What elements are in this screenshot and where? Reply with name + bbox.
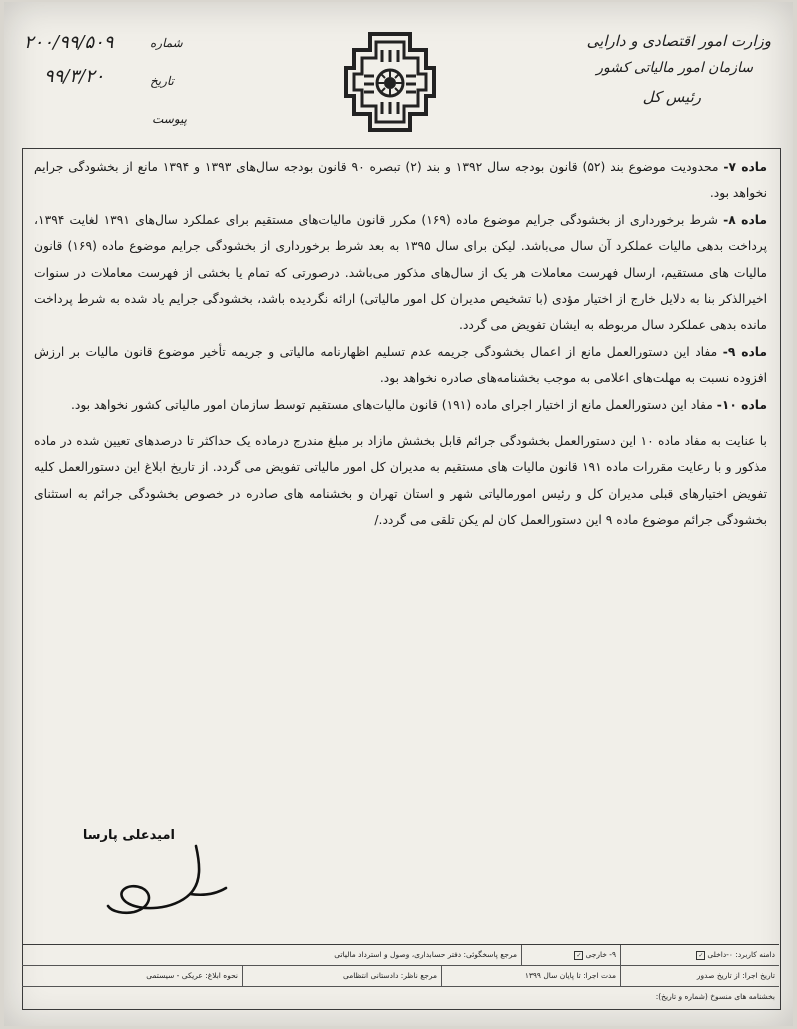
emblem-logo <box>340 28 440 136</box>
article-8 <box>34 207 767 339</box>
external-cell <box>521 945 620 965</box>
article-8-title: ماده ۸- <box>723 212 767 227</box>
scope-label: دامنه کاربرد: ۰-داخلی <box>707 950 775 959</box>
article-7-title: ماده ۷- <box>723 160 768 174</box>
article-10-text: مفاد این دستورالعمل مانع از اختیار اجرای ماده (۱۹۱) قانون مالیات‌های مستقیم توسط سازمان امور مالیاتی کشور نخواهد بود. <box>70 397 717 412</box>
number-value: ۲۰۰/۹۹/۵۰۹ <box>24 32 114 53</box>
article-10-title: ماده ۱۰- <box>716 397 767 412</box>
article-10 <box>34 392 767 418</box>
handwritten-signature <box>104 842 234 922</box>
reference-cell: مرجع پاسخگوئی: دفتر حسابداری، وصول و استرداد مالیاتی <box>334 950 517 959</box>
article-9-title: ماده ۹- <box>722 344 767 359</box>
article-7 <box>34 154 767 207</box>
obsolete-circulars-cell: بخشنامه های منسوخ (شماره و تاریخ): <box>655 992 775 1001</box>
document-body <box>34 154 767 534</box>
article-7-text: محدودیت موضوع بند (۵۲) قانون بودجه سال ۱۳۹۲ و بند (۲) تبصره ۹۰ قانون بودجه سال‌های ۱۳۹۳ و ۱۳۹۴ مانع از بخشودگی جرایم نخواهد بود. <box>34 160 767 201</box>
checkbox-internal-icon: ✓ <box>698 951 704 959</box>
date-value: ۹۹/۳/۲۰ <box>44 66 105 87</box>
scope-cell <box>620 945 779 965</box>
document-page <box>4 2 793 1026</box>
date-label: تاریخ <box>150 74 174 88</box>
delivery-cell: نحوه ابلاغ: عریکی - سیستمی <box>146 971 238 980</box>
exec-date-cell: تاریخ اجرا: از تاریخ صدور <box>620 966 779 986</box>
attachment-label: پیوست <box>152 112 187 126</box>
number-label: شماره <box>150 36 183 50</box>
supervisor-cell: مرجع ناظر: دادستانی انتظامی <box>242 966 441 986</box>
organization-name: سازمان امور مالیاتی کشور <box>596 60 753 76</box>
article-9 <box>34 339 767 392</box>
article-9-text: مفاد این دستورالعمل مانع از اعمال بخشودگی جریمه عدم تسلیم اظهارنامه مالیاتی و جریمه تأخیر موضوع قانون مالیات بر ارزش افزوده نسبت به مهلت‌های اعلامی به موجب بخشنامه‌های صادره نخواهد بود. <box>34 344 767 386</box>
article-8-text: شرط برخورداری از بخشودگی جرایم موضوع ماده (۱۶۹) مکرر قانون مالیات‌های مستقیم برای عملکرد سال‌های ۱۳۹۱ لغایت ۱۳۹۴، پرداخت بدهی مالیات عملکرد آن سال می‌باشد. لیکن برای سال ۱۳۹۵ به بعد شرط برخورداری از بخشودگی جرایم موضوع ماده (۱۶۹) قانون مالیات های مستقیم، ارسال فهرست معاملات هر یک از سال‌های مذکور می‌باشد. درصورتی که تمام یا بخشی از فهرست معاملات در سنوات اخیرالذکر بنا به دلایل خارج از اختیار مؤدی (با تشخیص مدیران کل امور مالیاتی) ارائه نگردیده باشد، بخشودگی جرایم یاد شده به شرط پرداخت مانده بدهی عملکرد سال مربوطه به ایشان تفویض می گردد. <box>34 212 768 333</box>
external-label: ۹- خارجی <box>585 950 616 959</box>
document-footer <box>22 944 779 1009</box>
footer-row-2 <box>22 966 779 987</box>
footer-row-3 <box>22 987 779 1007</box>
ministry-name: وزارت امور اقتصادی و دارایی <box>586 32 771 50</box>
signatory-name: امیدعلی پارسا <box>82 828 175 843</box>
checkbox-external-icon: ✓ <box>576 951 582 959</box>
exec-duration-cell: مدت اجرا: تا پایان سال ۱۳۹۹ <box>441 966 620 986</box>
head-title: رئیس کل <box>642 88 701 106</box>
closing-paragraph: با عنایت به مفاد ماده ۱۰ این دستورالعمل بخشودگی جرائم قابل بخشش مازاد بر مبلغ مندرج درماده یک حداکثر تا درصدهای تعیین شده در ماده مذکور و با رعایت مقررات ماده ۱۹۱ قانون مالیات های مستقیم به مدیران کل امور مالیاتی تفویض می گردد. از تاریخ ابلاغ این دستورالعمل کلیه تفویض اختیارهای قبلی مدیران کل و رئیس امورمالیاتی شهر و استان تهران و بخشنامه های صادره در خصوص بخشودگی جرائم به استثنای بخشودگی جرائم موضوع ماده ۹ این دستورالعمل کان لم یکن تلقی می گردد./ <box>34 434 768 528</box>
footer-row-1 <box>22 945 779 966</box>
